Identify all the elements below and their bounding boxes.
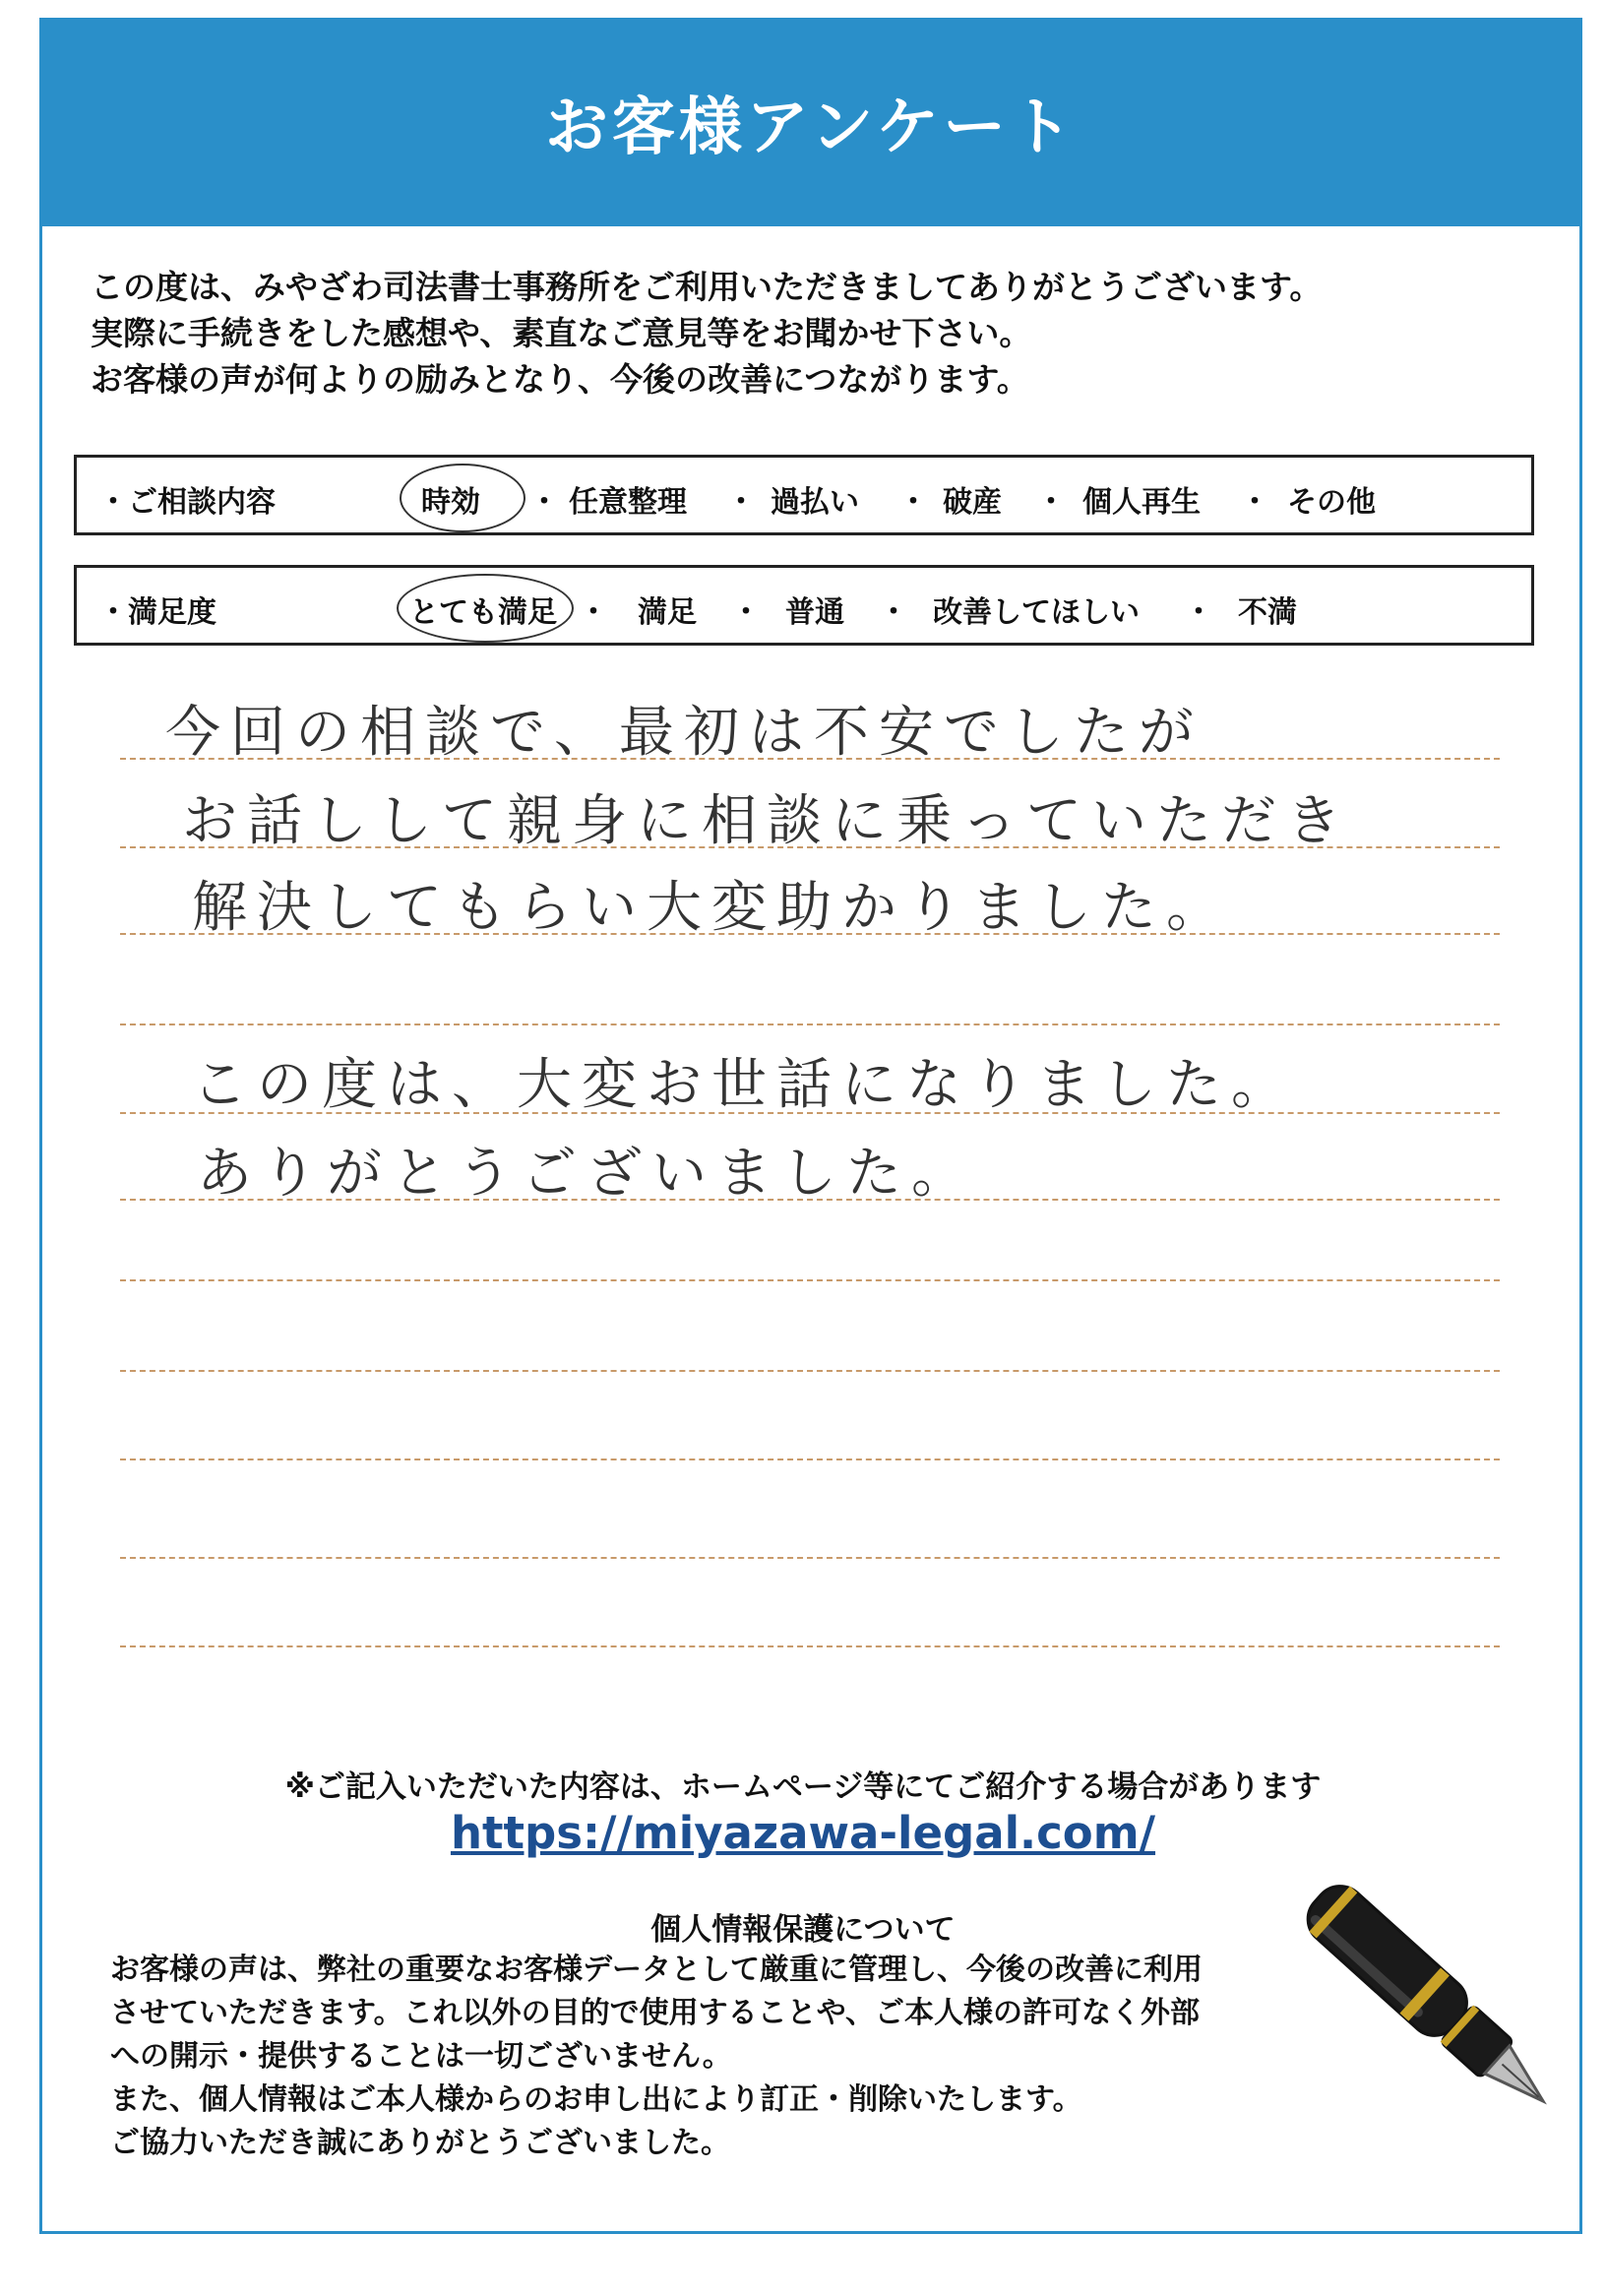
privacy-title: 個人情報保護について	[650, 1912, 956, 1948]
ruled-line	[120, 1279, 1500, 1281]
privacy-line: ご協力いただき誠にありがとうございました。	[110, 2126, 730, 2160]
separator-dot: ・	[1036, 485, 1066, 520]
intro-text	[91, 264, 1322, 403]
intro-line: お客様の声が何よりの励みとなり、今後の改善につながります。	[91, 360, 1029, 399]
satisfaction-option[interactable]: 普通	[785, 595, 844, 630]
comment-line: 解決してもらい大変助かりました。	[192, 876, 1231, 940]
satisfaction-option[interactable]: 不満	[1238, 595, 1297, 630]
satisfaction-option[interactable]: 満足	[638, 595, 697, 630]
separator-dot: ・	[529, 485, 559, 520]
privacy-line: させていただきます。これ以外の目的で使用することや、ご本人様の許可なく外部	[110, 1996, 1200, 2030]
satisfaction-label: ・満足度	[98, 595, 216, 630]
consultation-box	[74, 455, 1534, 535]
satisfaction-option[interactable]: とても満足	[409, 595, 557, 630]
privacy-text	[110, 1949, 1203, 2165]
intro-line: この度は、みやざわ司法書士事務所をご利用いただきましてありがとうございます。	[91, 268, 1323, 306]
consultation-option[interactable]: 任意整理	[569, 485, 687, 520]
intro-line: 実際に手続きをした感想や、素直なご意見等をお聞かせ下さい。	[91, 314, 1032, 352]
separator-dot: ・	[726, 485, 756, 520]
comment-line: この度は、大変お世話になりました。	[192, 1053, 1296, 1117]
separator-dot: ・	[879, 595, 908, 630]
separator-dot: ・	[1184, 595, 1213, 630]
consultation-option[interactable]: 個人再生	[1082, 485, 1201, 520]
ruled-line	[120, 1024, 1500, 1025]
separator-dot: ・	[898, 485, 928, 520]
satisfaction-option[interactable]: 改善してほしい	[933, 595, 1140, 630]
privacy-line: お客様の声は、弊社の重要なお客様データとして厳重に管理し、今後の改善に利用	[110, 1953, 1203, 1987]
privacy-line: また、個人情報はご本人様からのお申し出により訂正・削除いたします。	[110, 2082, 1082, 2117]
consultation-label: ・ご相談内容	[98, 485, 276, 520]
consultation-option[interactable]: 時効	[421, 485, 480, 520]
separator-dot: ・	[579, 595, 608, 630]
consultation-option[interactable]: 過払い	[771, 485, 859, 520]
ruled-line	[120, 1370, 1500, 1372]
comment-line: お話しして親身に相談に乗っていただき	[182, 789, 1351, 853]
ruled-line	[120, 1557, 1500, 1559]
fountain-pen-icon	[1279, 1840, 1575, 2155]
separator-dot: ・	[731, 595, 761, 630]
website-link[interactable]: https://miyazawa-legal.com/	[450, 1807, 1156, 1859]
consultation-option[interactable]: その他	[1287, 485, 1376, 520]
consultation-option[interactable]: 破産	[943, 485, 1002, 520]
separator-dot: ・	[1240, 485, 1269, 520]
satisfaction-box	[74, 565, 1534, 646]
comment-line: 今回の相談で、最初は不安でしたが	[165, 701, 1204, 765]
ruled-line	[120, 1645, 1500, 1647]
ruled-line	[120, 1458, 1500, 1460]
comment-line: ありがとうございました。	[197, 1142, 976, 1206]
page-title: お客様アンケート	[544, 92, 1078, 164]
publication-notice: ※ご記入いただいた内容は、ホームページ等にてご紹介する場合があります	[284, 1769, 1322, 1805]
privacy-line: への開示・提供することは一切ございません。	[110, 2039, 732, 2074]
